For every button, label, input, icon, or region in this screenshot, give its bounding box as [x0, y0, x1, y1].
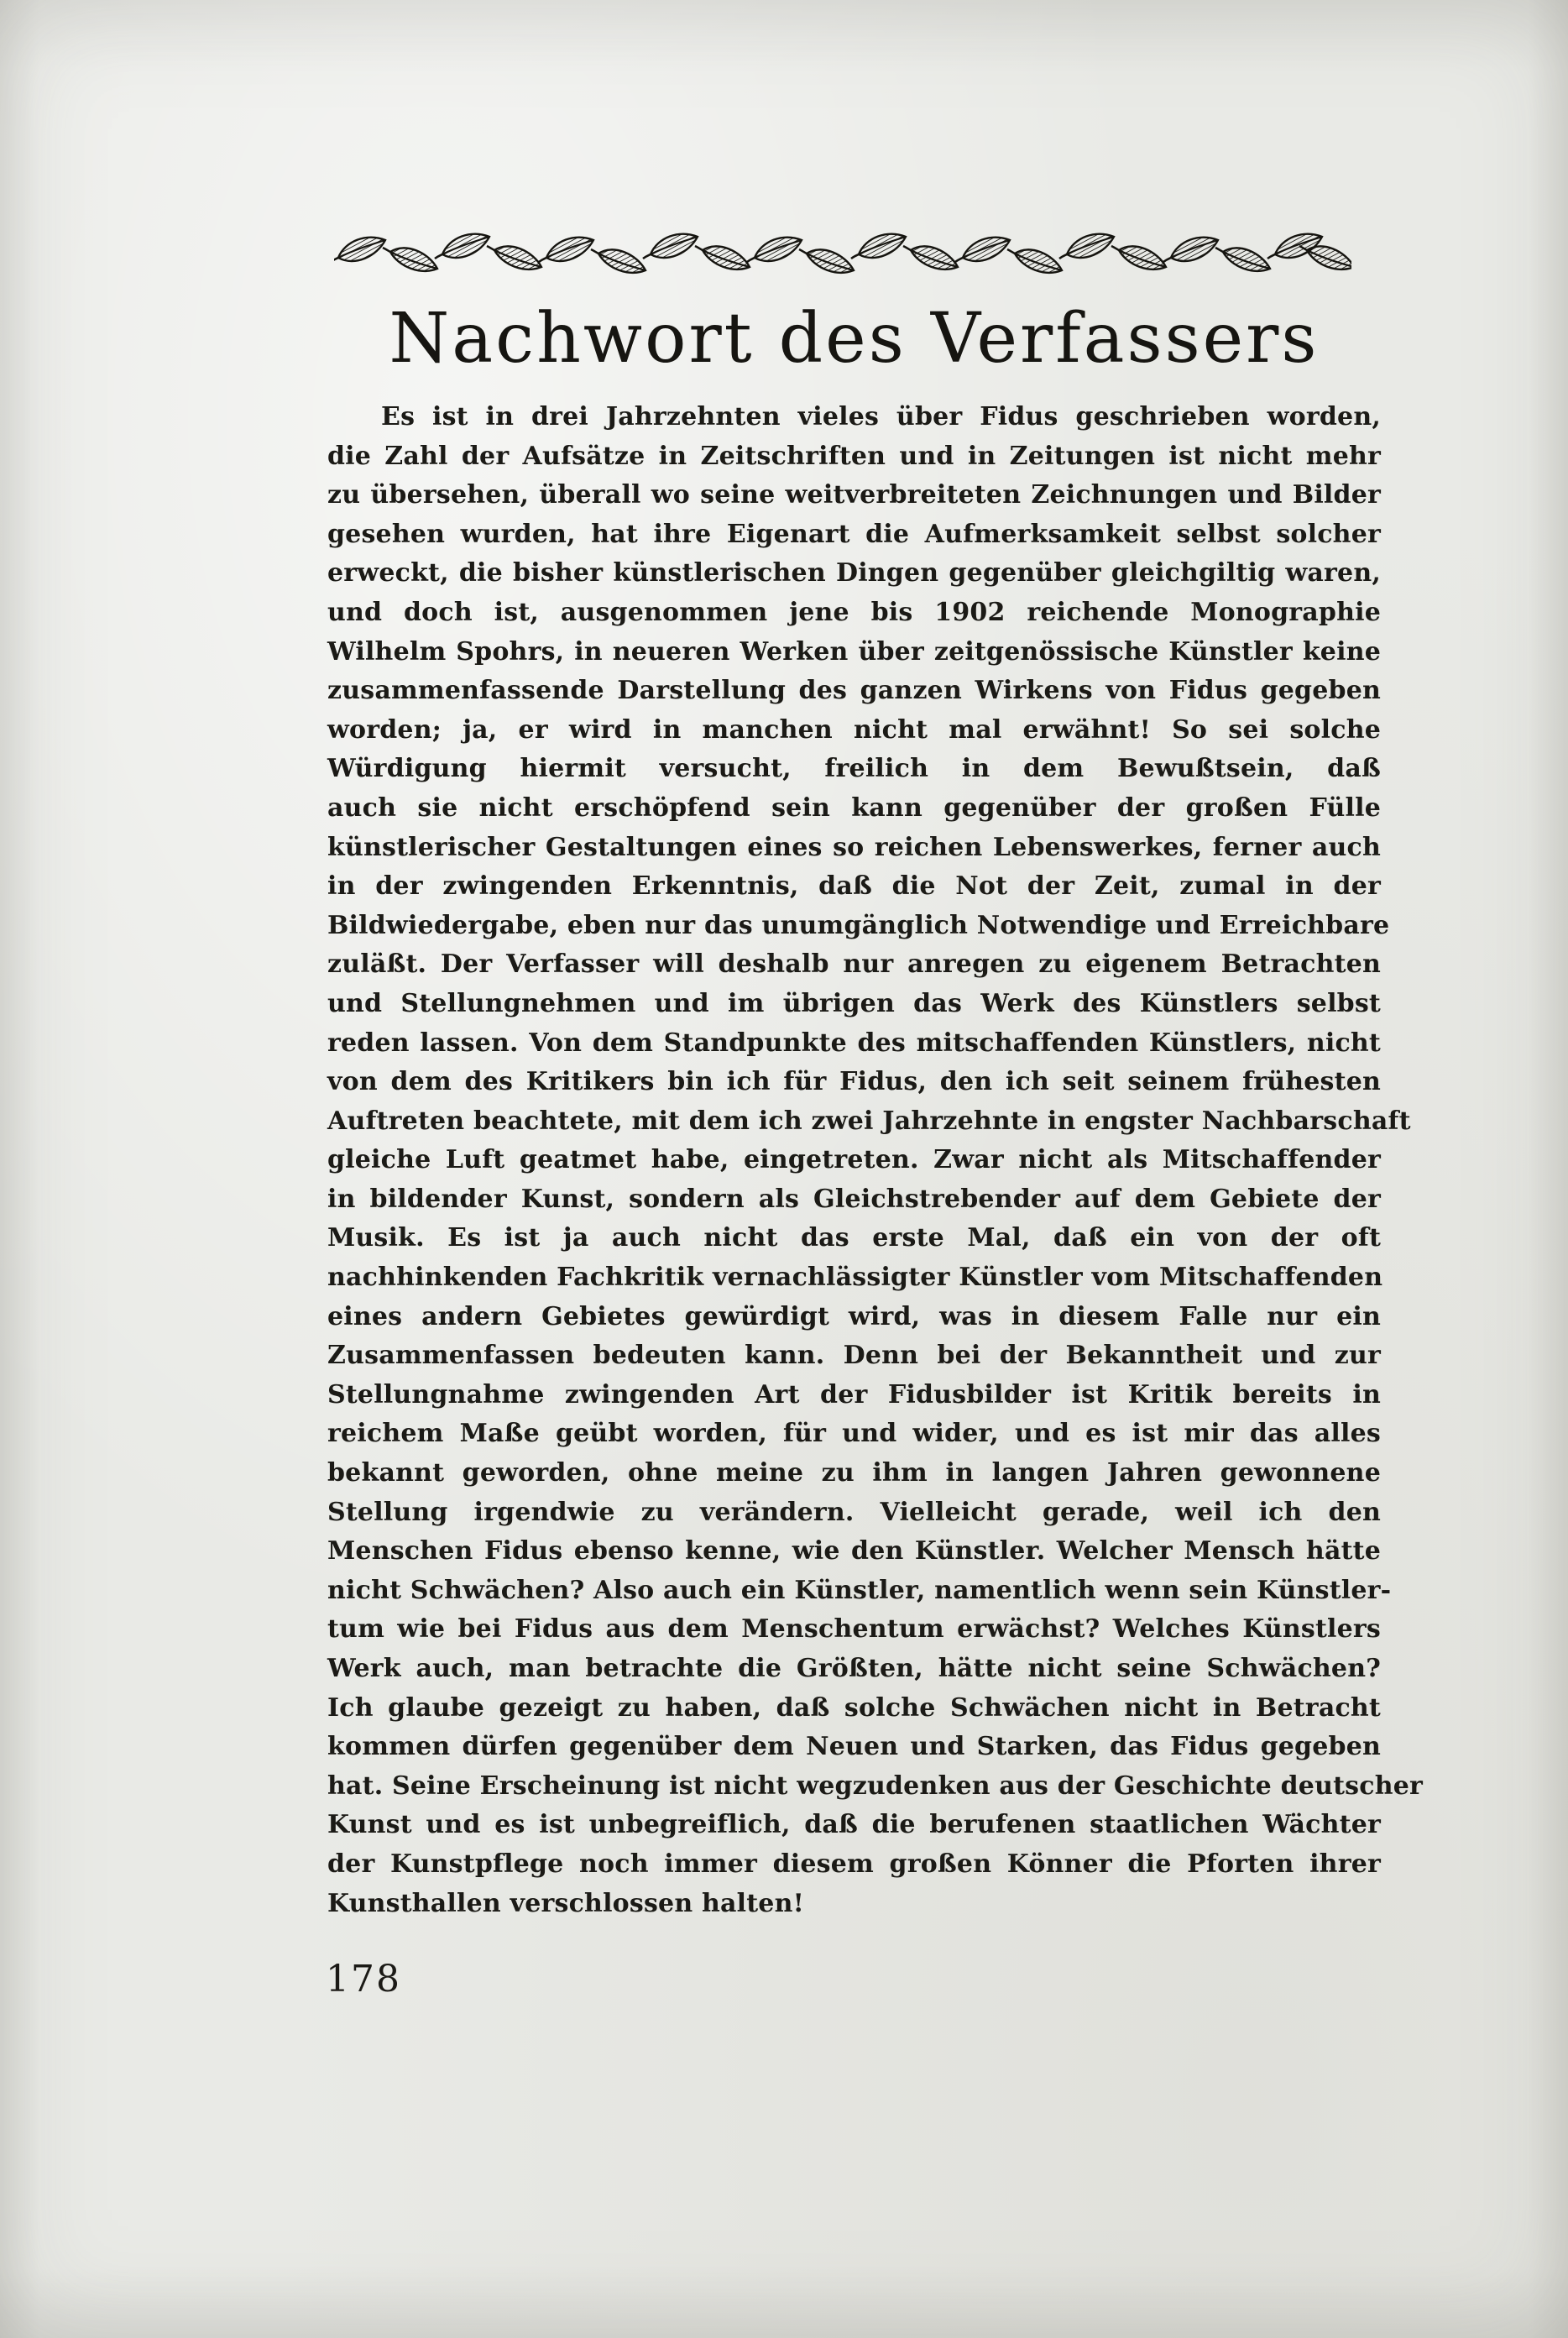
- body-line: gleiche Luft geatmet habe, eingetreten. Zwar nicht als Mitschaffender: [327, 1145, 1381, 1175]
- body-line: zu übersehen, überall wo seine weitverbreiteten Zeichnungen und Bilder: [327, 480, 1381, 510]
- body-line: der Kunstpflege noch immer diesem großen Könner die Pforten ihrer: [327, 1849, 1381, 1879]
- body-line: nicht Schwächen? Also auch ein Künstler, namentlich wenn sein Künstler-: [327, 1575, 1392, 1605]
- body-line: Menschen Fidus ebenso kenne, wie den Künstler. Welcher Mensch hätte: [327, 1536, 1381, 1567]
- body-line: Es ist in drei Jahrzehnten vieles über Fidus geschrieben worden,: [381, 402, 1381, 432]
- body-line: die Zahl der Aufsätze in Zeitschriften und in Zeitungen ist nicht mehr: [327, 441, 1381, 471]
- body-line: worden; ja, er wird in manchen nicht mal erwähnt! So sei solche: [327, 714, 1381, 745]
- body-line: bekannt geworden, ohne meine zu ihm in langen Jahren gewonnene: [327, 1458, 1381, 1488]
- body-line: auch sie nicht erschöpfend sein kann gegenüber der großen Fülle: [327, 792, 1381, 823]
- body-line: zuläßt. Der Verfasser will deshalb nur anregen zu eigenem Betrachten: [327, 949, 1381, 980]
- body-line: Stellung irgendwie zu verändern. Vielleicht gerade, weil ich den: [327, 1497, 1381, 1527]
- body-line: reichem Maße geübt worden, für und wider, und es ist mir das alles: [327, 1419, 1381, 1449]
- body-line: Würdigung hiermit versucht, freilich in dem Bewußtsein, daß: [327, 754, 1381, 784]
- body-line: in bildender Kunst, sondern als Gleichstrebender auf dem Gebiete der: [327, 1184, 1381, 1214]
- body-line: Werk auch, man betrachte die Größten, hätte nicht seine Schwächen?: [327, 1654, 1381, 1683]
- body-line: Musik. Es ist ja auch nicht das erste Mal, daß ein von der oft: [327, 1223, 1381, 1253]
- body-line: eines andern Gebietes gewürdigt wird, was in diesem Falle nur ein: [327, 1301, 1381, 1331]
- body-line: von dem des Kritikers bin ich für Fidus, den ich seit seinem frühesten: [327, 1067, 1381, 1097]
- body-line: Bildwiedergabe, eben nur das unumgänglich Notwendige und Erreichbare: [327, 910, 1390, 940]
- body-line: künstlerischer Gestaltungen eines so reichen Lebenswerkes, ferner auch: [327, 832, 1381, 862]
- body-line: und doch ist, ausgenommen jene bis 1902 reichende Monographie: [327, 597, 1381, 627]
- body-line: nachhinkenden Fachkritik vernachlässigter Künstler vom Mitschaffenden: [327, 1263, 1383, 1293]
- leaf-garland-ornament: [334, 222, 1351, 299]
- body-line: Kunsthallen verschlossen halten!: [327, 1888, 804, 1918]
- body-line: Kunst und es ist unbegreiflich, daß die berufenen staatlichen Wächter: [327, 1810, 1381, 1840]
- page-title: Nachwort des Verfassers: [389, 299, 1320, 379]
- page-number: 178: [326, 1958, 401, 2001]
- body-line: Ich glaube gezeigt zu haben, daß solche Schwächen nicht in Betracht: [327, 1692, 1381, 1723]
- body-line: und Stellungnehmen und im übrigen das Werk des Künstlers selbst: [327, 988, 1381, 1018]
- body-line: tum wie bei Fidus aus dem Menschentum erwächst? Welches Künstlers: [327, 1614, 1381, 1645]
- body-line: in der zwingenden Erkenntnis, daß die Not der Zeit, zumal in der: [327, 871, 1381, 902]
- body-line: gesehen wurden, hat ihre Eigenart die Aufmerksamkeit selbst solcher: [327, 519, 1381, 549]
- body-line: hat. Seine Erscheinung ist nicht wegzudenken aus der Geschichte deutscher: [327, 1770, 1424, 1801]
- body-line: reden lassen. Von dem Standpunkte des mitschaffenden Künstlers, nicht: [327, 1028, 1381, 1058]
- body-line: Auftreten beachtete, mit dem ich zwei Jahrzehnte in engster Nachbarschaft: [327, 1106, 1411, 1136]
- body-line: zusammenfassende Darstellung des ganzen Wirkens von Fidus gegeben: [327, 676, 1381, 706]
- body-text: [327, 398, 1424, 1923]
- body-line: Wilhelm Spohrs, in neueren Werken über zeitgenössische Künstler keine: [327, 636, 1381, 667]
- body-line: kommen dürfen gegenüber dem Neuen und Starken, das Fidus gegeben: [327, 1732, 1381, 1762]
- body-line: Zusammenfassen bedeuten kann. Denn bei der Bekanntheit und zur: [327, 1341, 1381, 1371]
- body-line: Stellungnahme zwingenden Art der Fidusbilder ist Kritik bereits in: [327, 1379, 1381, 1410]
- body-line: erweckt, die bisher künstlerischen Dingen gegenüber gleichgiltig waren,: [327, 558, 1381, 588]
